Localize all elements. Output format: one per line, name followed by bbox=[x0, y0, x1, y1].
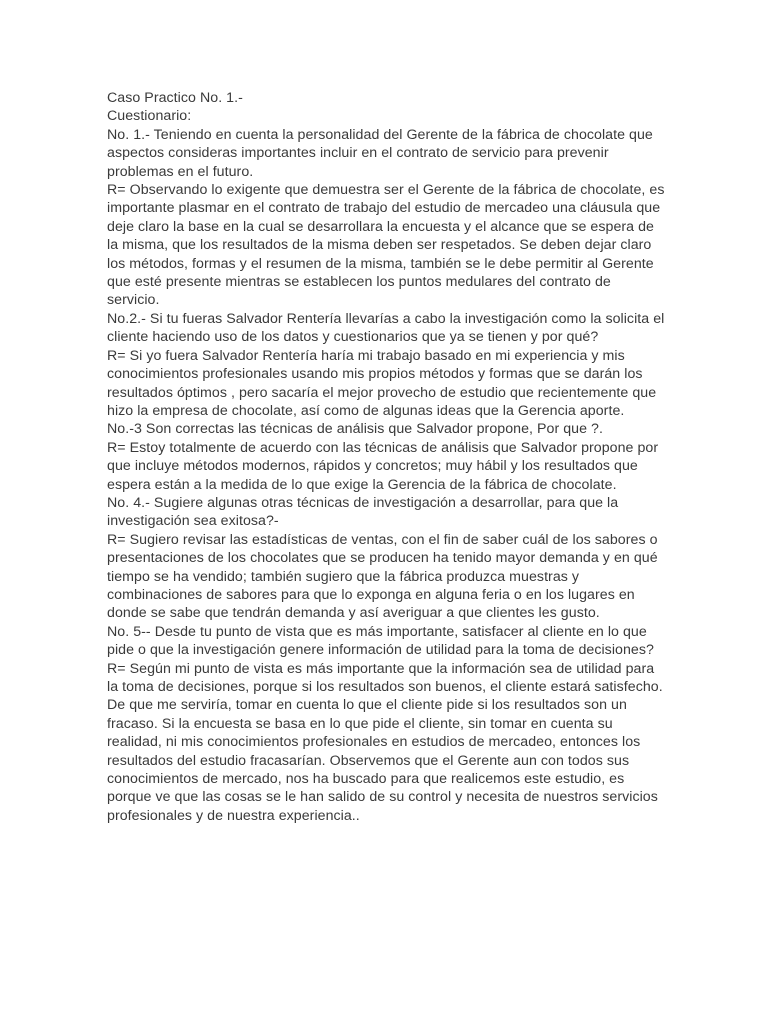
answer-5: R= Según mi punto de vista es más importante que la información sea de utilidad para la toma de decisiones, porque si los resultados son buenos, el cliente estará satisfecho. De que me serviría, tomar en cuenta lo que el cliente pide si los resultados son un fracaso. Si la encuesta se basa en lo que pide el cliente, sin tomar en cuenta su realidad, ni mis conocimientos profesionales en estudios de mercadeo, entonces los resultados del estudio fracasarían. Observemos que el Gerente aun con todos sus conocimientos de mercado, nos ha buscado para que realicemos este estudio, es porque ve que las cosas se le han salido de su control y necesita de nuestros servicios profesionales y de nuestra experiencia.. bbox=[107, 660, 663, 824]
answer-1: R= Observando lo exigente que demuestra ser el Gerente de la fábrica de chocolate, es importante plasmar en el contrato de trabajo del estudio de mercadeo una cláusula que deje claro la base en la cual se desarrollara la encuesta y el alcance que se espera de la misma, que los resultados de la misma deben ser respetados. Se deben dejar claro los métodos, formas y el resumen de la misma, también se le debe permitir al Gerente que esté presente mientras se establecen los puntos medulares del contrato de servicio. bbox=[107, 182, 665, 309]
question-3: No.-3 Son correctas las técnicas de análisis que Salvador propone, Por que ?. bbox=[107, 421, 603, 438]
answer-3: R= Estoy totalmente de acuerdo con las técnicas de análisis que Salvador propone por que incluye métodos modernos, rápidos y concretos; muy hábil y los resultados que espera están a la medida de lo que exige la Gerencia de la fábrica de chocolate. bbox=[107, 439, 659, 493]
answer-2: R= Si yo fuera Salvador Rentería haría mi trabajo basado en mi experiencia y mis conocimientos profesionales usando mis propios métodos y formas que se darán los resultados óptimos , pero sacaría el mejor provecho de estudio que recientemente que hizo la empresa de chocolate, así como de algunas ideas que la Gerencia aporte. bbox=[107, 347, 657, 419]
document-subtitle: Cuestionario: bbox=[107, 108, 192, 125]
document-body bbox=[107, 89, 667, 825]
question-5: No. 5-- Desde tu punto de vista que es más importante, satisfacer al cliente en lo que pide o que la investigación genere información de utilidad para la toma de decisiones? bbox=[107, 623, 654, 659]
question-4: No. 4.- Sugiere algunas otras técnicas de investigación a desarrollar, para que la investigación sea exitosa?- bbox=[107, 494, 619, 530]
question-2: No.2.- Si tu fueras Salvador Rentería llevarías a cabo la investigación como la solicita el cliente haciendo uso de los datos y cuestionarios que ya se tienen y por qué? bbox=[107, 310, 665, 346]
document-title: Caso Practico No. 1.- bbox=[107, 90, 243, 106]
answer-4: R= Sugiero revisar las estadísticas de ventas, con el fin de saber cuál de los sabores o presentaciones de los chocolates que se producen ha tenido mayor demanda y en qué tiempo se ha vendido; también sugiero que la fábrica produzca muestras y combinaciones de sabores para que lo exponga en alguna feria o en los lugares en donde se sabe que tendrán demanda y así averiguar a que clientes les gusto. bbox=[107, 531, 658, 622]
question-1: No. 1.- Teniendo en cuenta la personalidad del Gerente de la fábrica de chocolate que aspectos consideras importantes incluir en el contrato de servicio para prevenir problemas en el futuro. bbox=[107, 126, 653, 180]
